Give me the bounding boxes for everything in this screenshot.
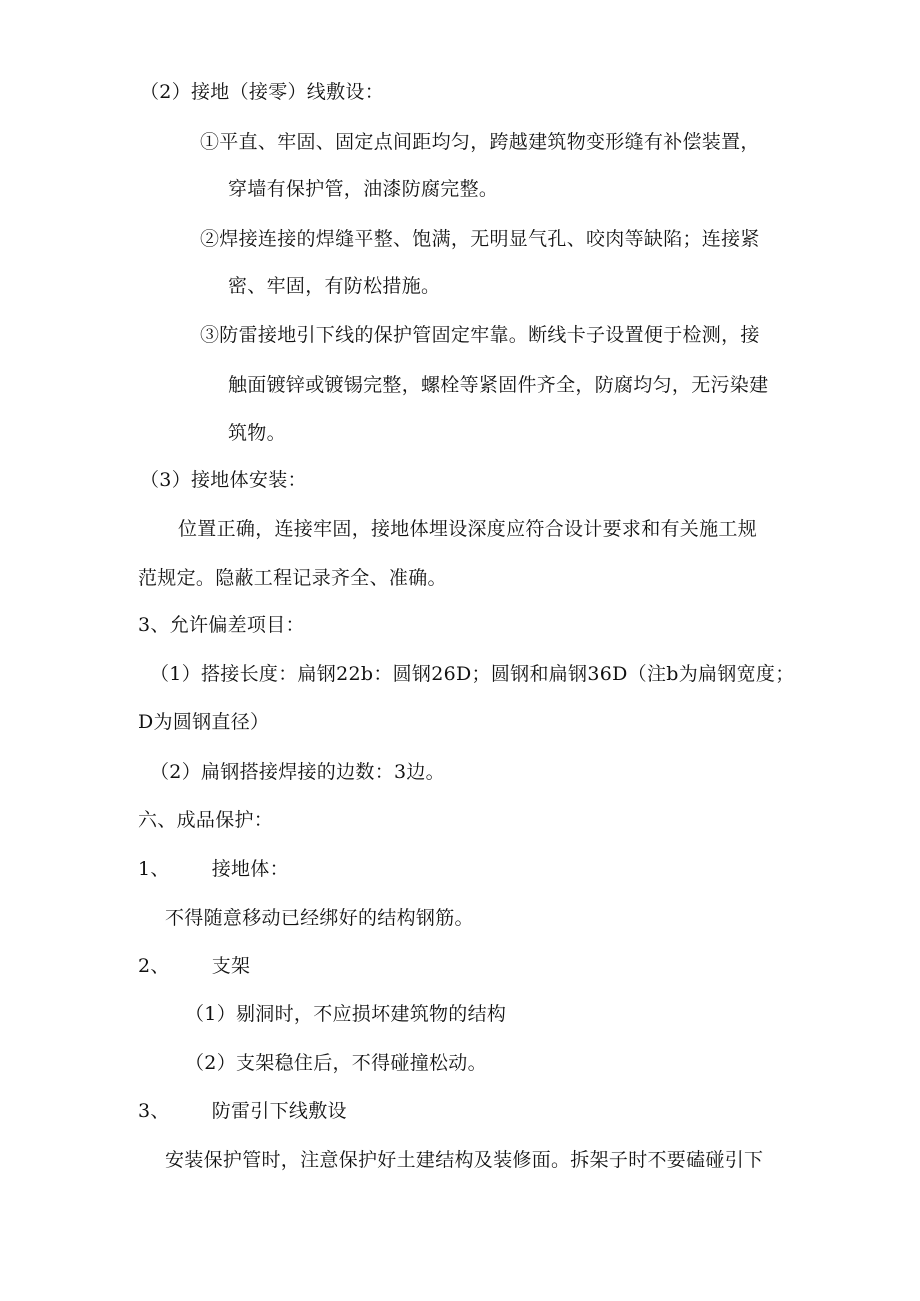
subheading-bracket [138,954,250,978]
subheading-lightning-downlead [138,1099,347,1123]
paragraph-line: 不得随意移动已经绑好的结构钢筋。 [165,907,474,929]
subheading-grounding-body [138,857,289,881]
paragraph-line: 穿墙有保护管，油漆防腐完整。 [228,178,499,200]
paragraph-line: 密、牢固，有防松措施。 [228,275,441,297]
paragraph-line: （1）搭接长度：扁钢22b：圆钢26D；圆钢和扁钢36D（注b为扁钢宽度； [150,663,795,685]
section-heading-tolerance: 3、允许偏差项目： [138,614,305,636]
subheading-text: 支架 [211,955,251,977]
subheading-text: 防雷引下线敷设 [211,1100,347,1122]
paragraph-line: （2）扁钢搭接焊接的边数：3边。 [150,761,445,783]
paragraph-line: （1）剔洞时，不应损坏建筑物的结构 [185,1003,507,1025]
subheading-text: 接地体： [211,858,289,880]
section-heading-grounding-line: （2）接地（接零）线敷设： [140,81,384,103]
paragraph-line: （2）支架稳住后，不得碰撞松动。 [185,1052,487,1074]
paragraph-line: 位置正确，连接牢固，接地体埋设深度应符合设计要求和有关施工规 [178,518,758,540]
paragraph-line: ③防雷接地引下线的保护管固定牢靠。断线卡子设置便于检测，接 [200,324,760,346]
paragraph-line: 筑物。 [228,422,286,444]
section-heading-grounding-body: （3）接地体安装： [140,469,307,491]
paragraph-line: ②焊接连接的焊缝平整、饱满，无明显气孔、咬肉等缺陷；连接紧 [200,228,760,250]
subheading-number: 3、 [138,1100,170,1122]
paragraph-line: 安装保护管时，注意保护好土建结构及装修面。拆架子时不要磕碰引下 [165,1149,764,1171]
subheading-number: 2、 [138,955,170,977]
paragraph-line: 范规定。隐蔽工程记录齐全、准确。 [138,567,447,589]
section-heading-product-protection: 六、成品保护： [138,809,274,831]
paragraph-line: ①平直、牢固、固定点间距均匀，跨越建筑物变形缝有补偿装置， [200,131,760,153]
paragraph-line: 触面镀锌或镀锡完整，螺栓等紧固件齐全，防腐均匀，无污染建 [228,374,769,396]
paragraph-line: D为圆钢直径） [138,711,270,733]
subheading-number: 1、 [138,858,170,880]
